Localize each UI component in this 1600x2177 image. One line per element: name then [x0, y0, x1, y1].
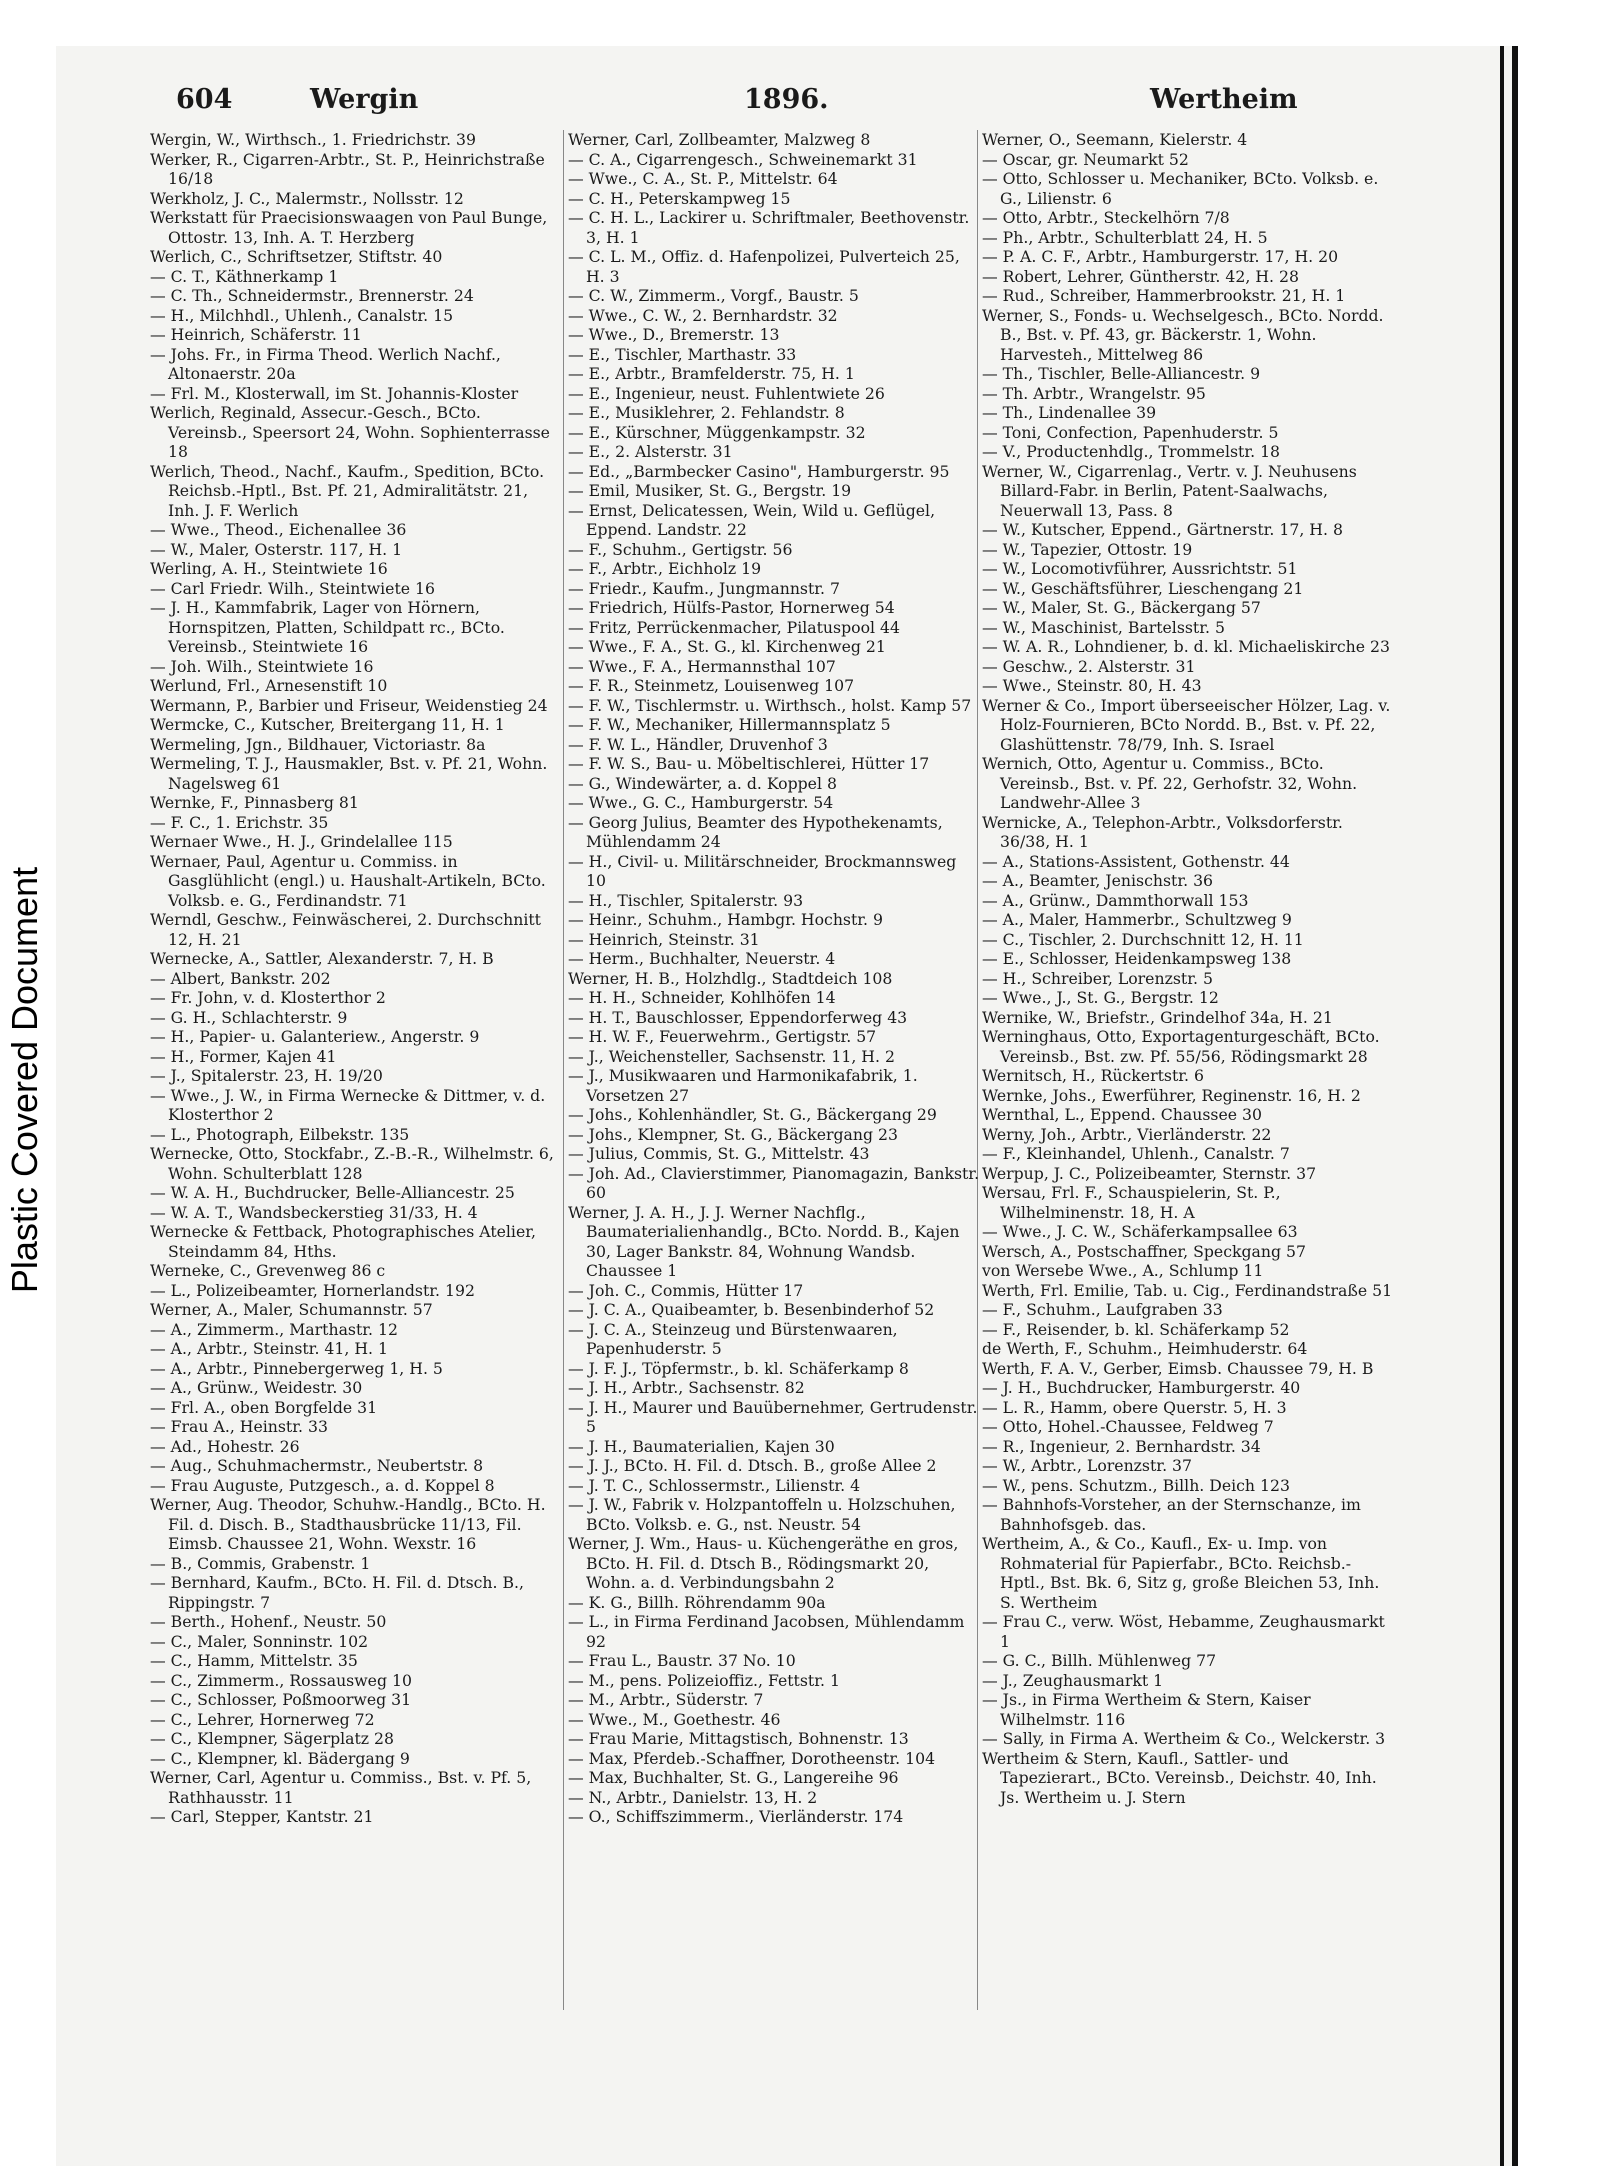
directory-entry: Werner, H. B., Holzhdlg., Stadtdeich 108 [568, 968, 893, 988]
directory-entry: — A., Stations-Assistent, Gothenstr. 44 [982, 851, 1290, 871]
directory-entry: — Ad., Hohestr. 26 [150, 1436, 300, 1456]
directory-entry: — F., Arbtr., Eichholz 19 [568, 559, 762, 578]
column-rule [563, 130, 564, 2010]
directory-entry: — C., Lehrer, Hornerweg 72 [150, 1709, 375, 1729]
directory-entry: — A., Zimmerm., Marthastr. 12 [150, 1319, 398, 1339]
directory-entry: — F., Schuhm., Gertigstr. 56 [568, 539, 793, 559]
directory-entry: — Wwe., F. A., Hermannsthal 107 [568, 656, 836, 676]
directory-entry: — A., Grünw., Weidestr. 30 [150, 1378, 363, 1397]
directory-entry: — W. A. H., Buchdrucker, Belle-Alliancestr. 25 [150, 1183, 515, 1202]
directory-entry: — A., Arbtr., Pinnebergerweg 1, H. 5 [150, 1358, 443, 1378]
directory-entry: Wertheim & Stern, Kaufl., Sattler- und Tapezierart., BCto. Vereinsb., Deichstr. 40, Inh. Js. Wertheim u. J. Stern [982, 1748, 1377, 1807]
directory-entry: — R., Ingenieur, 2. Bernhardstr. 34 [982, 1436, 1261, 1456]
directory-entry: — Frau Auguste, Putzgesch., a. d. Koppel 8 [150, 1475, 495, 1495]
directory-entry: — Toni, Confection, Papenhuderstr. 5 [982, 422, 1279, 442]
directory-entry: — Wwe., J. W., in Firma Wernecke & Dittmer, v. d. Klosterthor 2 [150, 1085, 546, 1124]
directory-entry: — Js., in Firma Wertheim & Stern, Kaiser Wilhelmstr. 116 [982, 1690, 1311, 1729]
directory-entry: — F. W., Tischlermstr. u. Wirthsch., holst. Kamp 57 [568, 695, 972, 715]
directory-entry: — Wwe., Steinstr. 80, H. 43 [982, 676, 1202, 695]
directory-entry: — J., Weichensteller, Sachsenstr. 11, H. 2 [568, 1046, 895, 1066]
directory-entry: Wergin, W., Wirthsch., 1. Friedrichstr. 39 [150, 130, 476, 149]
directory-entry: — O., Schiffszimmerm., Vierländerstr. 174 [568, 1807, 904, 1826]
directory-entry: — Heinrich, Steinstr. 31 [568, 929, 760, 949]
directory-entry: Werlich, Reginald, Assecur.-Gesch., BCto. Vereinsb., Speersort 24, Wohn. Sophienterrasse 18 [150, 403, 550, 461]
directory-entry: — Bahnhofs-Vorsteher, an der Sternschanze, im Bahnhofsgeb. das. [982, 1495, 1361, 1534]
directory-entry: Wernthal, L., Eppend. Chaussee 30 [982, 1105, 1262, 1124]
directory-entry: — Frl. A., oben Borgfelde 31 [150, 1397, 378, 1417]
directory-entry: — J. H., Buchdrucker, Hamburgerstr. 40 [982, 1378, 1301, 1397]
directory-entry: — J. T. C., Schlossermstr., Lilienstr. 4 [568, 1475, 861, 1495]
directory-entry: — H. W. F., Feuerwehrm., Gertigstr. 57 [568, 1027, 877, 1046]
page-year: 1896. [744, 84, 829, 115]
directory-entry: Wernaer Wwe., H. J., Grindelallee 115 [150, 832, 453, 851]
directory-entry: Werninghaus, Otto, Exportagenturgeschäft, BCto. Vereinsb., Bst. zw. Pf. 55/56, Rödingsmarkt 28 [982, 1027, 1380, 1066]
directory-entry: — E., Arbtr., Bramfelderstr. 75, H. 1 [568, 364, 855, 383]
directory-entry: — J. F. J., Töpfermstr., b. kl. Schäferkamp 8 [568, 1358, 909, 1378]
directory-entry: Werpup, J. C., Polizeibeamter, Sternstr. 37 [982, 1163, 1317, 1183]
directory-entry: Wernike, W., Briefstr., Grindelhof 34a, H. 21 [982, 1007, 1333, 1027]
directory-entry: — Herm., Buchhalter, Neuerstr. 4 [568, 949, 836, 968]
directory-entry: — G., Windewärter, a. d. Koppel 8 [568, 773, 837, 793]
directory-entry: — Berth., Hohenf., Neustr. 50 [150, 1612, 387, 1631]
directory-entry: Werlich, C., Schriftsetzer, Stiftstr. 40 [150, 247, 443, 266]
directory-entry: — C. L. M., Offiz. d. Hafenpolizei, Pulverteich 25, H. 3 [568, 247, 960, 286]
directory-entry: — E., Tischler, Marthastr. 33 [568, 344, 797, 364]
directory-entry: — Th., Lindenallee 39 [982, 403, 1157, 422]
directory-entry: — J., Zeughausmarkt 1 [982, 1670, 1164, 1690]
directory-entry: — Wwe., Theod., Eichenallee 36 [150, 520, 407, 539]
directory-entry: — H., Civil- u. Militärschneider, Brockmannsweg 10 [568, 851, 957, 890]
directory-entry: — W., Maler, Osterstr. 117, H. 1 [150, 539, 403, 559]
directory-entry: — Johs., Klempner, St. G., Bäckergang 23 [568, 1124, 898, 1144]
directory-entry: — Geschw., 2. Alsterstr. 31 [982, 656, 1196, 676]
directory-entry: — H., Tischler, Spitalerstr. 93 [568, 890, 804, 910]
directory-entry: — A., Maler, Hammerbr., Schultzweg 9 [982, 910, 1292, 929]
directory-entry: — Frau L., Baustr. 37 No. 10 [568, 1651, 796, 1670]
directory-entry: — L., Polizeibeamter, Hornerlandstr. 192 [150, 1280, 475, 1300]
directory-page [150, 84, 1393, 1826]
directory-entry: Werkholz, J. C., Malermstr., Nollsstr. 12 [150, 188, 464, 208]
directory-entry: Werneke, C., Grevenweg 86 c [150, 1261, 386, 1280]
directory-entry: Werndl, Geschw., Feinwäscherei, 2. Durchschnitt 12, H. 21 [150, 910, 541, 949]
directory-entry: — Emil, Musiker, St. G., Bergstr. 19 [568, 481, 852, 500]
directory-entry: — Wwe., J., St. G., Bergstr. 12 [982, 988, 1219, 1007]
directory-entry: Wermcke, C., Kutscher, Breitergang 11, H. 1 [150, 715, 505, 734]
directory-entry: — Joh. Ad., Clavierstimmer, Pianomagazin, Bankstr. 60 [568, 1163, 980, 1202]
directory-entry: — Frau C., verw. Wöst, Hebamme, Zeughausmarkt 1 [982, 1612, 1385, 1651]
directory-entry: — W., Locomotivführer, Aussrichtstr. 51 [982, 559, 1298, 578]
directory-entry: Werner, A., Maler, Schumannstr. 57 [150, 1300, 433, 1319]
directory-entry: Wersau, Frl. F., Schauspielerin, St. P., Wilhelminenstr. 18, H. A [982, 1183, 1281, 1222]
directory-entry: — H., Schreiber, Lorenzstr. 5 [982, 968, 1213, 988]
directory-entry: — F. W., Mechaniker, Hillermannsplatz 5 [568, 715, 891, 734]
directory-entry: — Wwe., J. C. W., Schäferkampsallee 63 [982, 1222, 1298, 1241]
directory-entry: — W., Geschäftsführer, Lieschengang 21 [982, 578, 1304, 598]
directory-entry: — F. C., 1. Erichstr. 35 [150, 812, 329, 832]
right-page-edge [1512, 46, 1518, 2166]
directory-entry: — A., Arbtr., Steinstr. 41, H. 1 [150, 1339, 388, 1358]
directory-entry: — Wwe., F. A., St. G., kl. Kirchenweg 21 [568, 637, 886, 656]
directory-entry: — Friedrich, Hülfs-Pastor, Hornerweg 54 [568, 598, 895, 617]
directory-entry: — W. A. T., Wandsbeckerstieg 31/33, H. 4 [150, 1202, 478, 1222]
directory-entry: Wertheim, A., & Co., Kaufl., Ex- u. Imp. von Rohmaterial für Papierfabr., BCto. Reichsb.-Hptl., Bst. Bk. 6, Sitz g, große Bleichen 53, Inh. S. Wertheim [982, 1534, 1380, 1612]
directory-entry: Wernitsch, H., Rückertstr. 6 [982, 1066, 1204, 1085]
directory-entry: — Bernhard, Kaufm., BCto. H. Fil. d. Dtsch. B., Rippingstr. 7 [150, 1573, 525, 1612]
directory-entry: — Johs., Kohlenhändler, St. G., Bäckergang 29 [568, 1105, 937, 1124]
directory-entry: — Frl. M., Klosterwall, im St. Johannis-Kloster [150, 383, 519, 403]
directory-entry: — J. C. A., Steinzeug und Bürstenwaaren, Papenhuderstr. 5 [568, 1319, 898, 1358]
directory-entry: — L. R., Hamm, obere Querstr. 5, H. 3 [982, 1397, 1287, 1417]
right-binding-edge [1500, 46, 1504, 2166]
directory-entry: — Otto, Hohel.-Chaussee, Feldweg 7 [982, 1417, 1274, 1436]
directory-entry: — J., Musikwaaren und Harmonikafabrik, 1. Vorsetzen 27 [568, 1066, 918, 1105]
directory-entry: — C. Th., Schneidermstr., Brennerstr. 24 [150, 286, 474, 305]
directory-entry: — Frau Marie, Mittagstisch, Bohnenstr. 13 [568, 1729, 909, 1748]
directory-entry: — C. A., Cigarrengesch., Schweinemarkt 31 [568, 149, 918, 169]
directory-entry: — Max, Pferdeb.-Schaffner, Dorotheenstr. 104 [568, 1748, 936, 1768]
directory-entry: — M., pens. Polizeioffiz., Fettstr. 1 [568, 1670, 840, 1690]
directory-entry: — F., Schuhm., Laufgraben 33 [982, 1300, 1223, 1319]
directory-entry: — J. W., Fabrik v. Holzpantoffeln u. Holzschuhen, BCto. Volksb. e. G., nst. Neustr. 54 [568, 1495, 956, 1534]
directory-entry: — H. H., Schneider, Kohlhöfen 14 [568, 988, 836, 1007]
directory-entry: — C. H. L., Lackirer u. Schriftmaler, Beethovenstr. 3, H. 1 [568, 208, 970, 247]
directory-entry: — P. A. C. F., Arbtr., Hamburgerstr. 17, H. 20 [982, 247, 1339, 266]
directory-entry: — C. W., Zimmerm., Vorgf., Baustr. 5 [568, 286, 859, 305]
directory-entry: Werker, R., Cigarren-Arbtr., St. P., Heinrichstraße 16/18 [150, 149, 545, 188]
directory-entry: — Robert, Lehrer, Güntherstr. 42, H. 28 [982, 266, 1299, 286]
directory-entry: — H., Former, Kajen 41 [150, 1046, 337, 1066]
directory-entry: — Heinr., Schuhm., Hambgr. Hochstr. 9 [568, 910, 884, 929]
column-1 [150, 130, 562, 1827]
directory-entry: — B., Commis, Grabenstr. 1 [150, 1553, 371, 1573]
directory-entry: — A., Grünw., Dammthorwall 153 [982, 890, 1249, 910]
directory-entry: — Fr. John, v. d. Klosterthor 2 [150, 988, 386, 1007]
directory-entry: — Joh. C., Commis, Hütter 17 [568, 1280, 804, 1300]
directory-entry: — E., Kürschner, Müggenkampstr. 32 [568, 422, 866, 442]
directory-entry: de Werth, F., Schuhm., Heimhuderstr. 64 [982, 1339, 1308, 1358]
directory-entry: Wermann, P., Barbier und Friseur, Weidenstieg 24 [150, 695, 548, 715]
directory-entry: Werkstatt für Praecisionswaagen von Paul Bunge, Ottostr. 13, Inh. A. T. Herzberg [150, 208, 548, 247]
directory-entry: — C., Klempner, Sägerplatz 28 [150, 1729, 395, 1748]
directory-entry: — E., Schlosser, Heidenkampsweg 138 [982, 949, 1292, 968]
directory-entry: — J. H., Maurer und Bauübernehmer, Gertrudenstr. 5 [568, 1397, 978, 1436]
directory-entry: — G. C., Billh. Mühlenweg 77 [982, 1651, 1217, 1670]
directory-entry: Wernecke, Otto, Stockfabr., Z.-B.-R., Wilhelmstr. 6, Wohn. Schulterblatt 128 [150, 1144, 554, 1183]
directory-entry: — Max, Buchhalter, St. G., Langereihe 96 [568, 1768, 899, 1787]
directory-entry: — W., pens. Schutzm., Billh. Deich 123 [982, 1475, 1290, 1495]
directory-entry: — F., Kleinhandel, Uhlenh., Canalstr. 7 [982, 1144, 1290, 1163]
directory-entry: Wermeling, T. J., Hausmakler, Bst. v. Pf. 21, Wohn. Nagelsweg 61 [150, 754, 548, 793]
directory-entry: Werling, A. H., Steintwiete 16 [150, 559, 388, 578]
directory-entry: Werner, J. Wm., Haus- u. Küchengeräthe en gros, BCto. H. Fil. d. Dtsch B., Rödingsmarkt 20, Wohn. a. d. Verbindungsbahn 2 [568, 1534, 959, 1592]
directory-entry: — Otto, Schlosser u. Mechaniker, BCto. Volksb. e. G., Lilienstr. 6 [982, 169, 1379, 208]
directory-entry: — Otto, Arbtr., Steckelhörn 7/8 [982, 208, 1230, 227]
directory-entry: — C. H., Peterskampweg 15 [568, 188, 791, 208]
directory-entry: — Wwe., C. W., 2. Bernhardstr. 32 [568, 305, 838, 325]
page-header [150, 84, 1390, 134]
page-number: 604 [176, 84, 233, 115]
directory-entry: — Joh. Wilh., Steintwiete 16 [150, 656, 374, 676]
directory-entry: — Heinrich, Schäferstr. 11 [150, 325, 362, 344]
left-catchword: Wergin [310, 84, 419, 115]
directory-entry: — N., Arbtr., Danielstr. 13, H. 2 [568, 1787, 818, 1807]
directory-entry: — W., Kutscher, Eppend., Gärtnerstr. 17, H. 8 [982, 520, 1343, 539]
directory-entry: — H., Milchhdl., Uhlenh., Canalstr. 15 [150, 305, 454, 325]
directory-entry: — Aug., Schuhmachermstr., Neubertstr. 8 [150, 1456, 484, 1475]
directory-entry: — Ph., Arbtr., Schulterblatt 24, H. 5 [982, 227, 1268, 247]
directory-entry: — C., Zimmerm., Rossausweg 10 [150, 1670, 412, 1690]
directory-entry: — Carl, Stepper, Kantstr. 21 [150, 1807, 374, 1826]
side-label: Plastic Covered Document [4, 866, 45, 1294]
directory-entry: — W., Tapezier, Ottostr. 19 [982, 539, 1193, 559]
directory-entry: — E., Musiklehrer, 2. Fehlandstr. 8 [568, 403, 845, 422]
directory-entry: — L., Photograph, Eilbekstr. 135 [150, 1124, 410, 1144]
directory-entry: — C., Hamm, Mittelstr. 35 [150, 1651, 358, 1670]
directory-entry: — Th. Arbtr., Wrangelstr. 95 [982, 383, 1206, 403]
directory-entry: — Rud., Schreiber, Hammerbrookstr. 21, H. 1 [982, 286, 1346, 305]
right-catchword: Wertheim [1150, 84, 1298, 115]
directory-entry: — J., Spitalerstr. 23, H. 19/20 [150, 1066, 383, 1085]
directory-entry: — Oscar, gr. Neumarkt 52 [982, 149, 1189, 169]
directory-entry: Werlich, Theod., Nachf., Kaufm., Spedition, BCto. Reichsb.-Hptl., Bst. Pf. 21, Admiralitätstr. 21, Inh. J. F. Werlich [150, 461, 545, 520]
directory-entry: Werth, F. A. V., Gerber, Eimsb. Chaussee 79, H. B [982, 1358, 1374, 1378]
directory-entry: — F. W. L., Händler, Druvenhof 3 [568, 734, 828, 754]
directory-entry: — Ed., „Barmbecker Casino", Hamburgerstr. 95 [568, 461, 950, 481]
directory-entry: — Wwe., M., Goethestr. 46 [568, 1709, 781, 1729]
directory-entry: — A., Beamter, Jenischstr. 36 [982, 871, 1214, 890]
directory-entry: — L., in Firma Ferdinand Jacobsen, Mühlendamm 92 [568, 1612, 965, 1651]
directory-entry: — E., Ingenieur, neust. Fuhlentwiete 26 [568, 383, 885, 403]
directory-entry: — F. W. S., Bau- u. Möbeltischlerei, Hütter 17 [568, 754, 930, 773]
directory-entry: Werner, O., Seemann, Kielerstr. 4 [982, 130, 1248, 149]
directory-entry: — Albert, Bankstr. 202 [150, 968, 331, 988]
directory-entry: — Ernst, Delicatessen, Wein, Wild u. Geflügel, Eppend. Landstr. 22 [568, 500, 936, 539]
directory-entry: Wernich, Otto, Agentur u. Commiss., BCto. Vereinsb., Bst. v. Pf. 22, Gerhofstr. 32, Wohn. Landwehr-Allee 3 [982, 754, 1358, 812]
directory-entry: Werth, Frl. Emilie, Tab. u. Cig., Ferdinandstraße 51 [982, 1280, 1393, 1300]
directory-entry: — Fritz, Perrückenmacher, Pilatuspool 44 [568, 617, 900, 637]
directory-entry: — Frau A., Heinstr. 33 [150, 1417, 328, 1436]
column-2 [568, 130, 980, 1827]
directory-entry: — Wwe., C. A., St. P., Mittelstr. 64 [568, 169, 838, 188]
directory-entry: Werner, Aug. Theodor, Schuhw.-Handlg., BCto. H. Fil. d. Disch. B., Stadthausbrücke 11/13, Fil. Eimsb. Chaussee 21, Wohn. Wexstr. 16 [150, 1495, 546, 1553]
directory-entry: Werner, Carl, Agentur u. Commiss., Bst. v. Pf. 5, Rathhausstr. 11 [150, 1768, 532, 1807]
directory-entry: — W., Arbtr., Lorenzstr. 37 [982, 1456, 1192, 1475]
directory-entry: — J. H., Baumaterialien, Kajen 30 [568, 1436, 835, 1456]
directory-entry: — C., Schlosser, Poßmoorweg 31 [150, 1690, 412, 1709]
directory-entry: Werny, Joh., Arbtr., Vierländerstr. 22 [982, 1124, 1272, 1144]
directory-entry: Wernecke & Fettback, Photographisches Atelier, Steindamm 84, Hths. [150, 1222, 536, 1261]
directory-entry: — H., Papier- u. Galanteriew., Angerstr. 9 [150, 1027, 480, 1046]
directory-entry: Werner, J. A. H., J. J. Werner Nachflg., Baumaterialienhandlg., BCto. Nordd. B., Kajen 30, Lager Bankstr. 84, Wohnung Wandsb. Chaussee 1 [568, 1202, 960, 1280]
directory-entry: Wermeling, Jgn., Bildhauer, Victoriastr. 8a [150, 734, 486, 754]
directory-entry: Wernke, Johs., Ewerführer, Reginenstr. 16, H. 2 [982, 1085, 1361, 1105]
directory-entry: — V., Productenhdlg., Trommelstr. 18 [982, 442, 1281, 461]
directory-entry: — Johs. Fr., in Firma Theod. Werlich Nachf., Altonaerstr. 20a [150, 344, 501, 383]
directory-entry: — Friedr., Kaufm., Jungmannstr. 7 [568, 578, 841, 598]
directory-entry: — M., Arbtr., Süderstr. 7 [568, 1690, 764, 1709]
directory-entry: — W., Maschinist, Bartelsstr. 5 [982, 617, 1225, 637]
directory-entry: — K. G., Billh. Röhrendamm 90a [568, 1592, 826, 1612]
directory-entry: Werner, Carl, Zollbeamter, Malzweg 8 [568, 130, 871, 149]
directory-entry: — J. C. A., Quaibeamter, b. Besenbinderhof 52 [568, 1300, 935, 1319]
directory-entry: — J. H., Arbtr., Sachsenstr. 82 [568, 1378, 805, 1397]
directory-entry: von Wersebe Wwe., A., Schlump 11 [982, 1261, 1264, 1280]
directory-entry: — J. J., BCto. H. Fil. d. Dtsch. B., große Allee 2 [568, 1456, 937, 1475]
directory-entry: — C. T., Käthnerkamp 1 [150, 266, 339, 286]
column-3 [982, 130, 1394, 1807]
directory-entry: — J. H., Kammfabrik, Lager von Hörnern, Hornspitzen, Platten, Schildpatt rc., BCto. Vereinsb., Steintwiete 16 [150, 598, 505, 656]
directory-entry: Wernaer, Paul, Agentur u. Commiss. in Gasglühlicht (engl.) u. Haushalt-Artikeln, BCto. Volksb. e. G., Ferdinandstr. 71 [150, 851, 546, 910]
directory-entry: — Th., Tischler, Belle-Alliancestr. 9 [982, 364, 1261, 383]
directory-entry: Werlund, Frl., Arnesenstift 10 [150, 676, 388, 695]
directory-entry: — E., 2. Alsterstr. 31 [568, 442, 733, 461]
directory-entry: — Carl Friedr. Wilh., Steintwiete 16 [150, 578, 435, 598]
directory-entry: Werner, W., Cigarrenlag., Vertr. v. J. Neuhusens Billard-Fabr. in Berlin, Patent-Saalwachs, Neuerwall 13, Pass. 8 [982, 461, 1357, 520]
directory-entry: Wernecke, A., Sattler, Alexanderstr. 7, H. B [150, 949, 494, 968]
directory-entry: — C., Maler, Sonninstr. 102 [150, 1631, 369, 1651]
directory-entry: — H. T., Bauschlosser, Eppendorferweg 43 [568, 1007, 908, 1027]
directory-entry: — C., Tischler, 2. Durchschnitt 12, H. 11 [982, 929, 1304, 949]
directory-entry: Werner, S., Fonds- u. Wechselgesch., BCto. Nordd. B., Bst. v. Pf. 43, gr. Bäckerstr. 1, Wohn. Harvesteh., Mittelweg 86 [982, 305, 1384, 364]
directory-entry: — W. A. R., Lohndiener, b. d. kl. Michaeliskirche 23 [982, 637, 1391, 656]
directory-entry: Werner & Co., Import überseeischer Hölzer, Lag. v. Holz-Fournieren, BCto Nordd. B., Bst. v. Pf. 22, Glashüttenstr. 78/79, Inh. S. Israel [982, 695, 1391, 754]
directory-entry: — Julius, Commis, St. G., Mittelstr. 43 [568, 1144, 870, 1163]
directory-entry: — C., Klempner, kl. Bädergang 9 [150, 1748, 410, 1768]
directory-entry: Wernke, F., Pinnasberg 81 [150, 793, 359, 812]
directory-entry: — Wwe., D., Bremerstr. 13 [568, 325, 780, 344]
directory-entry: Wersch, A., Postschaffner, Speckgang 57 [982, 1241, 1306, 1261]
directory-entry: — Sally, in Firma A. Wertheim & Co., Welckerstr. 3 [982, 1729, 1386, 1748]
directory-entry: — F., Reisender, b. kl. Schäferkamp 52 [982, 1319, 1290, 1339]
directory-entry: Wernicke, A., Telephon-Arbtr., Volksdorferstr. 36/38, H. 1 [982, 812, 1343, 851]
directory-entry: — Georg Julius, Beamter des Hypothekenamts, Mühlendamm 24 [568, 812, 943, 851]
directory-entry: — W., Maler, St. G., Bäckergang 57 [982, 598, 1261, 617]
directory-entry: — Wwe., G. C., Hamburgerstr. 54 [568, 793, 834, 812]
directory-entry: — F. R., Steinmetz, Louisenweg 107 [568, 676, 855, 695]
directory-entry: — G. H., Schlachterstr. 9 [150, 1007, 348, 1027]
